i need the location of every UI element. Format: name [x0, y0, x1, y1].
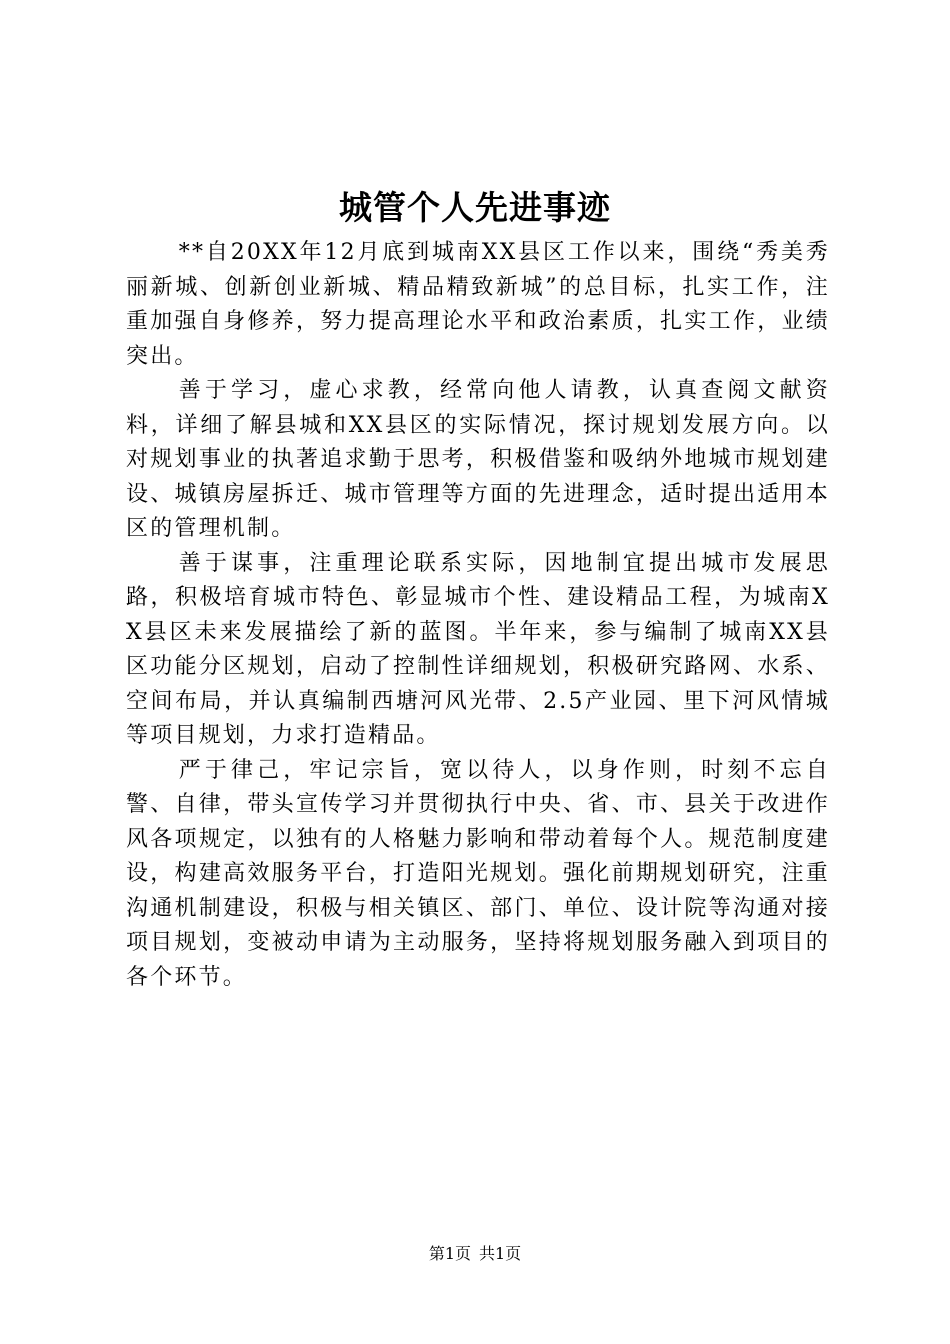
- paragraph: 善于学习，虚心求教，经常向他人请教，认真查阅文献资料，详细了解县城和XX县区的实际情况，探讨规划发展方向。以对规划事业的执著追求勤于思考，积极借鉴和吸纳外地城市规划建设、城镇房屋拆迁、城市管理等方面的先进理念，适时提出适用本区的管理机制。: [126, 378, 830, 541]
- page-number-current: 第1页: [428, 1244, 471, 1263]
- document-body: [126, 236, 830, 995]
- paragraph: 严于律己，牢记宗旨，宽以待人，以身作则，时刻不忘自警、自律，带头宣传学习并贯彻执行中央、省、市、县关于改进作风各项规定，以独有的人格魅力影响和带动着每个人。规范制度建设，构建高效服务平台，打造阳光规划。强化前期规划研究，注重沟通机制建设，积极与相关镇区、部门、单位、设计院等沟通对接项目规划，变被动申请为主动服务，坚持将规划服务融入到项目的各个环节。: [126, 757, 830, 990]
- paragraph: **自20XX年12月底到城南XX县区工作以来，围绕“秀美秀丽新城、创新创业新城、精品精致新城”的总目标，扎实工作，注重加强自身修养，努力提高理论水平和政治素质，扎实工作，业绩突出。: [126, 240, 830, 369]
- paragraph: 善于谋事，注重理论联系实际，因地制宜提出城市发展思路，积极培育城市特色、彰显城市个性、建设精品工程，为城南XX县区未来发展描绘了新的蓝图。半年来，参与编制了城南XX县区功能分区规划，启动了控制性详细规划，积极研究路网、水系、空间布局，并认真编制西塘河风光带、2.5产业园、里下河风情城等项目规划，力求打造精品。: [126, 550, 830, 748]
- page-footer: [0, 1242, 950, 1266]
- page-number-total: 共1页: [479, 1244, 522, 1263]
- document-title: 城管个人先进事迹: [339, 188, 611, 227]
